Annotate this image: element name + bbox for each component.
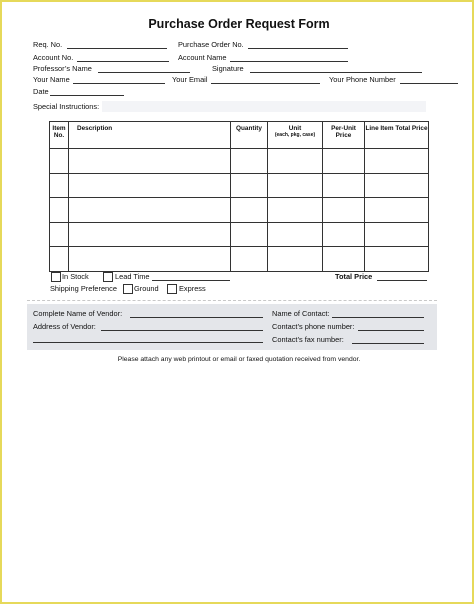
cell-item-no[interactable] <box>50 173 69 198</box>
cell-description[interactable] <box>69 198 231 223</box>
cell-quantity[interactable] <box>231 222 268 247</box>
header-quantity: Quantity <box>231 122 268 149</box>
cell-item-no[interactable] <box>50 198 69 223</box>
lead-time-field[interactable] <box>152 280 230 281</box>
ground-checkbox[interactable] <box>123 284 133 294</box>
purchase-order-no-label: Purchase Order No. <box>178 40 244 49</box>
cell-item-no[interactable] <box>50 149 69 174</box>
table-header-row <box>50 122 429 149</box>
table-row <box>50 222 429 247</box>
account-no-field[interactable] <box>77 61 169 62</box>
items-table <box>49 121 429 272</box>
vendor-name-field[interactable] <box>130 317 263 318</box>
req-no-field[interactable] <box>67 48 167 49</box>
your-phone-label: Your Phone Number <box>329 75 396 84</box>
cell-unit[interactable] <box>268 222 323 247</box>
cell-line-total[interactable] <box>365 149 429 174</box>
page-title: Purchase Order Request Form <box>148 17 330 31</box>
cell-per-unit-price[interactable] <box>323 247 365 272</box>
vendor-address-label: Address of Vendor: <box>33 322 96 331</box>
contact-phone-label: Contact’s phone number: <box>272 322 355 331</box>
header-per-unit-price: Per-Unit Price <box>323 122 365 149</box>
cell-description[interactable] <box>69 247 231 272</box>
your-phone-field[interactable] <box>400 83 458 84</box>
contact-phone-field[interactable] <box>358 330 424 331</box>
cell-per-unit-price[interactable] <box>323 198 365 223</box>
contact-name-field[interactable] <box>332 317 424 318</box>
in-stock-checkbox[interactable] <box>51 272 61 282</box>
express-label: Express <box>179 284 206 293</box>
contact-name-label: Name of Contact: <box>272 309 330 318</box>
cell-unit[interactable] <box>268 149 323 174</box>
header-item-no: Item No. <box>50 122 69 149</box>
total-price-field[interactable] <box>377 280 427 281</box>
purchase-order-no-field[interactable] <box>248 48 348 49</box>
cell-quantity[interactable] <box>231 198 268 223</box>
cell-description[interactable] <box>69 222 231 247</box>
in-stock-label: In Stock <box>62 272 89 281</box>
signature-field[interactable] <box>250 72 422 73</box>
cell-line-total[interactable] <box>365 173 429 198</box>
header-description: Description <box>69 122 231 149</box>
cell-description[interactable] <box>69 149 231 174</box>
cell-line-total[interactable] <box>365 247 429 272</box>
special-instructions-label: Special Instructions: <box>33 102 100 111</box>
footer-note: Please attach any web printout or email or faxed quotation received from vendor. <box>117 356 361 363</box>
vendor-address-field[interactable] <box>101 330 263 331</box>
cell-unit[interactable] <box>268 247 323 272</box>
contact-fax-label: Contact’s fax number: <box>272 335 344 344</box>
ground-label: Ground <box>134 284 159 293</box>
professors-name-field[interactable] <box>98 72 190 73</box>
date-field[interactable] <box>50 95 124 96</box>
professors-name-label: Professor’s Name <box>33 64 92 73</box>
cell-unit[interactable] <box>268 173 323 198</box>
your-name-label: Your Name <box>33 75 70 84</box>
table-row <box>50 173 429 198</box>
cell-line-total[interactable] <box>365 222 429 247</box>
cell-description[interactable] <box>69 173 231 198</box>
date-label: Date <box>33 87 49 96</box>
separator <box>27 300 437 301</box>
cell-item-no[interactable] <box>50 247 69 272</box>
lead-time-label: Lead Time <box>115 272 150 281</box>
your-name-field[interactable] <box>73 83 165 84</box>
cell-quantity[interactable] <box>231 247 268 272</box>
contact-fax-field[interactable] <box>352 343 424 344</box>
your-email-field[interactable] <box>211 83 320 84</box>
cell-quantity[interactable] <box>231 149 268 174</box>
total-price-label: Total Price <box>335 272 373 281</box>
lead-time-checkbox[interactable] <box>103 272 113 282</box>
table-row <box>50 149 429 174</box>
account-name-field[interactable] <box>230 61 348 62</box>
table-row <box>50 198 429 223</box>
header-line-item-total-price: Line Item Total Price <box>365 122 429 149</box>
shipping-preference-label: Shipping Preference <box>50 284 117 293</box>
req-no-label: Req. No. <box>33 40 63 49</box>
table-row <box>50 247 429 272</box>
cell-line-total[interactable] <box>365 198 429 223</box>
cell-per-unit-price[interactable] <box>323 222 365 247</box>
cell-per-unit-price[interactable] <box>323 173 365 198</box>
signature-label: Signature <box>212 64 244 73</box>
header-unit: Unit (each, pkg, case) <box>268 122 323 149</box>
vendor-name-label: Complete Name of Vendor: <box>33 309 123 318</box>
special-instructions-field[interactable] <box>102 101 426 112</box>
vendor-address-field-2[interactable] <box>33 342 263 343</box>
cell-quantity[interactable] <box>231 173 268 198</box>
cell-unit[interactable] <box>268 198 323 223</box>
your-email-label: Your Email <box>172 75 208 84</box>
account-no-label: Account No. <box>33 53 74 62</box>
account-name-label: Account Name <box>178 53 227 62</box>
cell-item-no[interactable] <box>50 222 69 247</box>
cell-per-unit-price[interactable] <box>323 149 365 174</box>
express-checkbox[interactable] <box>167 284 177 294</box>
